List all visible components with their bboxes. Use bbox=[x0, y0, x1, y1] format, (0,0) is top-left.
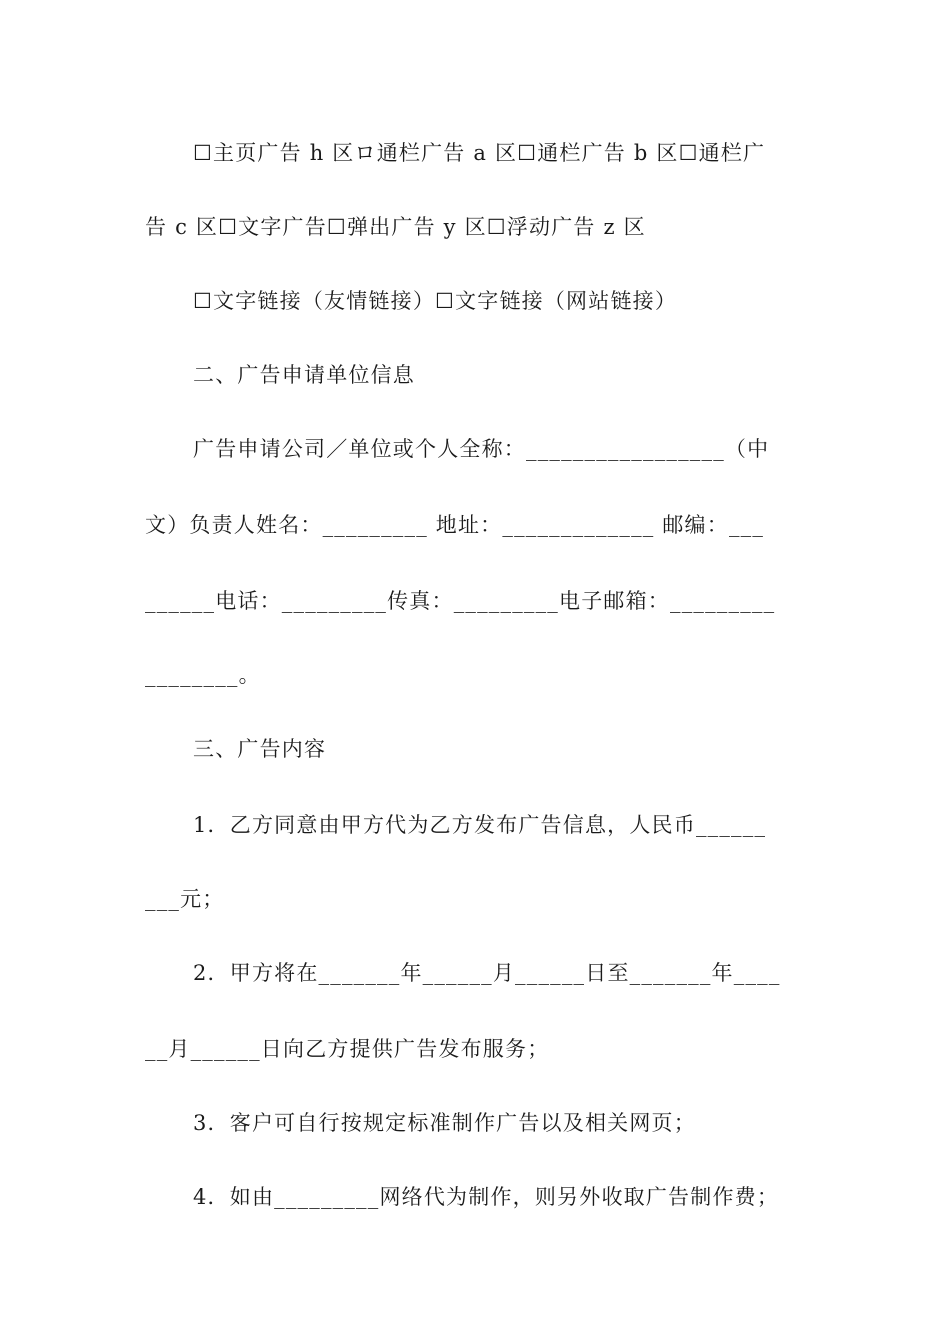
link-options-line: ☐文字链接（友情链接）☐文字链接（网站链接） bbox=[193, 289, 678, 313]
contact-person-address-line: 文）负责人姓名：_________ 地址：_____________ 邮编：___ bbox=[145, 513, 765, 537]
clause-2-line-1: 2．甲方将在_______年______月______日至_______年____ bbox=[193, 961, 781, 985]
clause-4: 4．如由_________网络代为制作，则另外收取广告制作费； bbox=[193, 1185, 780, 1209]
clause-3: 3．客户可自行按规定标准制作广告以及相关网页； bbox=[193, 1111, 696, 1135]
section-heading-applicant-info: 二、广告申请单位信息 bbox=[193, 363, 415, 387]
section-heading-ad-content: 三、广告内容 bbox=[193, 737, 327, 761]
clause-2-line-2: __月______日向乙方提供广告发布服务； bbox=[145, 1037, 550, 1061]
clause-1-line-2: ___元； bbox=[145, 887, 225, 911]
applicant-name-line: 广告申请公司／单位或个人全称：_________________（中 bbox=[193, 437, 770, 461]
clause-1-line-1: 1．乙方同意由甲方代为乙方发布广告信息，人民币______ bbox=[193, 813, 767, 837]
ad-zone-options-line-2: 告 c 区☐文字广告☐弹出广告 y 区☐浮动广告 z 区 bbox=[145, 215, 646, 239]
phone-fax-email-line: ______电话：_________传真：_________电子邮箱：_________ bbox=[145, 589, 776, 613]
email-continuation-line: ________。 bbox=[145, 663, 261, 687]
ad-zone-options-line-1: ☐主页广告 h 区ロ通栏广告 a 区☐通栏广告 b 区☐通栏广 bbox=[193, 141, 766, 165]
